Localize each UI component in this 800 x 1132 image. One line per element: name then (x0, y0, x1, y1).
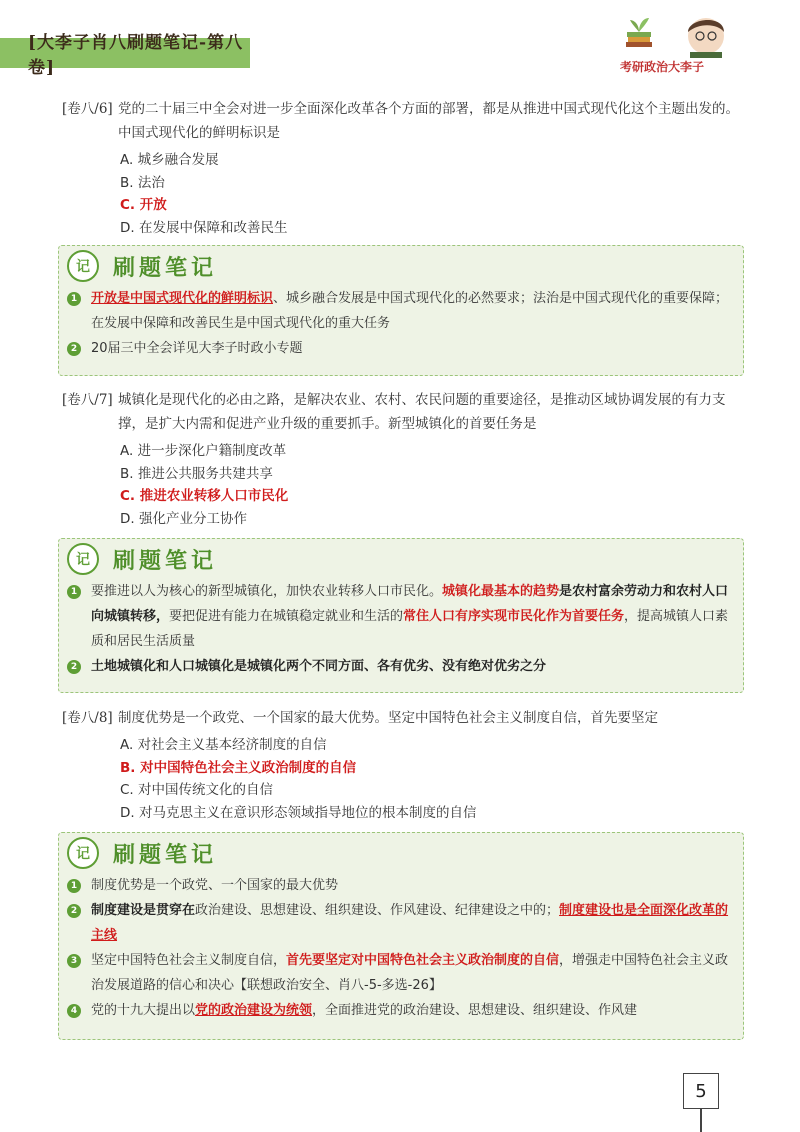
bullet-number: 2 (67, 904, 81, 918)
note-title: 刷题笔记 (113, 254, 218, 281)
note-emphasis: 开放是中国式现代化的鲜明标识 (91, 291, 274, 306)
question-block (62, 706, 752, 824)
note-box (58, 245, 744, 376)
note-box (58, 832, 744, 1040)
note-item (67, 998, 733, 1023)
header-title-bar (0, 33, 250, 78)
note-bold: 制度建设是贯穿在 (91, 903, 196, 918)
note-emphasis: 首先要坚定对中国特色社会主义政治制度的自信 (286, 953, 560, 968)
option-b: B. 法治 (120, 174, 165, 191)
question-stem: 党的二十届三中全会对进一步全面深化改革各个方面的部署，都是从推进中国式现代化这个主题出发的。中国式现代化的鲜明标识是 (118, 101, 739, 141)
note-text: 制度优势是一个政党、一个国家的最大优势 (91, 878, 339, 893)
bullet-number: 2 (67, 342, 81, 356)
note-title: 刷题笔记 (113, 547, 218, 574)
header-title: [大李子肖八刷题笔记-第八卷] (28, 33, 244, 78)
option-a: A. 对社会主义基本经济制度的自信 (120, 737, 327, 753)
option-d: D. 在发展中保障和改善民生 (120, 219, 288, 236)
option-a: A. 进一步深化户籍制度改革 (120, 443, 287, 459)
question-stem: 城镇化是现代化的必由之路，是解决农业、农村、农民问题的重要途径，是推动区域协调发展的有力支撑，是扩大内需和促进产业升级的重要抓手。新型城镇化的首要任务是 (118, 392, 726, 432)
note-item (67, 286, 733, 336)
bullet-number: 1 (67, 292, 81, 306)
note-emphasis: 城镇化最基本的趋势 (442, 584, 560, 599)
note-text: 、城乡融合发展是中国式现代化的必然要求；法治是中国式现代化的重要保障；在发展中保障和改善民生是中国式现代化的重大任务 (91, 291, 729, 331)
note-item (67, 898, 733, 948)
bullet-number: 3 (67, 954, 81, 968)
note-item (67, 873, 733, 898)
note-text: ，提高城镇人口素质和居民生活质量 (91, 609, 729, 649)
note-text: 政治建设、思想建设、组织建设、作风建设、纪律建设之中的； (195, 903, 560, 918)
note-emphasis: 常住人口有序实现市民化作为首要任务 (403, 609, 625, 624)
brand-logo (620, 14, 740, 76)
note-emphasis: 党的政治建设为统领 (195, 1003, 313, 1018)
note-title: 刷题笔记 (113, 841, 218, 868)
note-item (67, 336, 733, 361)
note-text: ，增强走中国特色社会主义政治发展道路的信心和决心【联想政治安全、肖八-5-多选-26】 (91, 953, 729, 993)
note-text: ，全面推进党的政治建设、思想建设、组织建设、作风建 (312, 1003, 638, 1018)
note-text: 要推进以人为核心的新型城镇化，加快农业转移人口市民化。 (91, 584, 443, 599)
note-bold: 是农村富余劳动力和农村人口向城镇转移， (91, 584, 729, 624)
bullet-number: 1 (67, 585, 81, 599)
bullet-number: 1 (67, 879, 81, 893)
option-b-correct: B. 对中国特色社会主义政治制度的自信 (120, 759, 357, 776)
option-d: D. 对马克思主义在意识形态领域指导地位的根本制度的自信 (120, 804, 477, 821)
question-number: [卷八/6] (62, 101, 113, 117)
note-item (67, 654, 733, 679)
note-badge-icon: 记 (67, 837, 99, 869)
note-item (67, 579, 733, 654)
question-block (62, 388, 752, 530)
option-b: B. 推进公共服务共建共享 (120, 465, 273, 482)
option-a: A. 城乡融合发展 (120, 152, 219, 168)
question-stem: 制度优势是一个政党、一个国家的最大优势。坚定中国特色社会主义制度自信，首先要坚定 (118, 710, 658, 726)
option-d: D. 强化产业分工协作 (120, 510, 247, 527)
note-text: 党的十九大提出以 (91, 1003, 196, 1018)
bullet-number: 2 (67, 660, 81, 674)
page-number: 5 (683, 1073, 719, 1109)
note-badge-icon: 记 (67, 543, 99, 575)
note-item (67, 948, 733, 998)
logo-text: 考研政治大李子 (620, 60, 705, 74)
note-emphasis: 制度建设也是全面深化改革的主线 (91, 903, 729, 943)
option-c: C. 对中国传统文化的自信 (120, 782, 274, 798)
books-plant-icon (620, 14, 740, 58)
option-c-correct: C. 开放 (120, 197, 167, 213)
question-number: [卷八/7] (62, 392, 113, 408)
page-number-rule (700, 1109, 702, 1132)
option-c-correct: C. 推进农业转移人口市民化 (120, 488, 289, 504)
note-bold: 土地城镇化和人口城镇化是城镇化两个不同方面、各有优劣、没有绝对优劣之分 (91, 659, 547, 674)
question-number: [卷八/8] (62, 710, 113, 726)
note-text: 要把促进有能力在城镇稳定就业和生活的 (169, 609, 404, 624)
note-text: 20届三中全会详见大李子时政小专题 (91, 341, 303, 356)
bullet-number: 4 (67, 1004, 81, 1018)
question-block (62, 97, 752, 239)
note-badge-icon: 记 (67, 250, 99, 282)
note-text: 坚定中国特色社会主义制度自信， (91, 953, 287, 968)
note-box (58, 538, 744, 693)
